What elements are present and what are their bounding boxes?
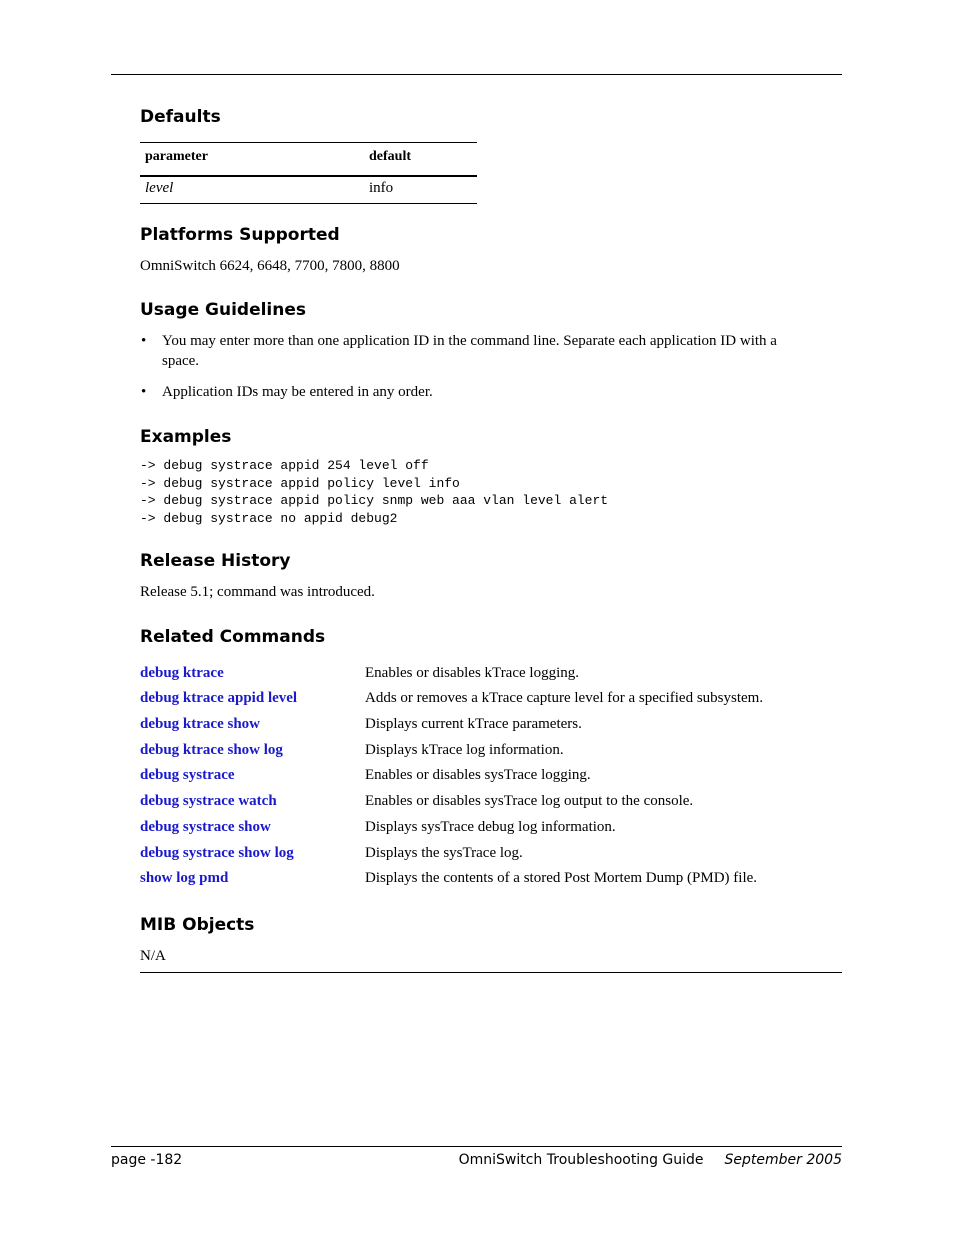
release-text: Release 5.1; command was introduced. — [140, 584, 375, 600]
related-command-desc: Enables or disables sysTrace logging. — [365, 767, 591, 783]
footer-page-number: page -182 — [111, 1152, 183, 1168]
related-command-link[interactable]: debug ktrace show log — [140, 742, 283, 758]
related-command-link[interactable]: debug systrace watch — [140, 793, 277, 809]
platforms-heading: Platforms Supported — [140, 225, 340, 245]
footer-date: September 2005 — [724, 1152, 842, 1168]
example-line: -> debug systrace no appid debug2 — [140, 510, 398, 526]
example-line: -> debug systrace appid 254 level off — [140, 458, 429, 473]
footer-rule — [111, 1146, 842, 1147]
related-command-link[interactable]: debug ktrace appid level — [140, 690, 298, 706]
mib-text: N/A — [140, 948, 166, 964]
bullet-icon: • — [141, 384, 147, 400]
top-rule — [111, 74, 842, 75]
related-command-link[interactable]: show log pmd — [140, 870, 229, 886]
usage-bullet-2-line1: Application IDs may be entered in any order. — [162, 384, 433, 400]
related-heading: Related Commands — [140, 627, 326, 647]
usage-heading: Usage Guidelines — [140, 300, 306, 320]
examples-heading: Examples — [140, 427, 232, 447]
defaults-table-header-rule — [140, 175, 477, 177]
usage-bullet-1-line2: space. — [162, 353, 200, 369]
footer-guide-title — [459, 1150, 842, 1170]
related-command-link[interactable]: debug systrace — [140, 767, 235, 783]
related-command-desc: Displays kTrace log information. — [365, 742, 564, 758]
related-command-desc: Enables or disables kTrace logging. — [365, 665, 579, 681]
related-command-desc: Displays sysTrace debug log information. — [365, 819, 616, 835]
related-command-link[interactable]: debug systrace show log — [140, 845, 294, 861]
defaults-table-bottom-rule — [140, 203, 477, 204]
defaults-table-header-parameter: parameter — [145, 149, 208, 164]
related-command-link[interactable]: debug systrace show — [140, 819, 271, 835]
defaults-table-cell-default: info — [369, 180, 394, 196]
related-command-desc: Adds or removes a kTrace capture level for a specified subsystem. — [365, 690, 764, 706]
related-command-desc: Displays the sysTrace log. — [365, 845, 523, 861]
mib-bottom-rule — [140, 972, 842, 973]
defaults-table-header-default: default — [369, 149, 411, 164]
release-heading: Release History — [140, 551, 291, 571]
related-command-desc: Enables or disables sysTrace log output to the console. — [365, 793, 694, 809]
defaults-table-top-rule — [140, 142, 477, 143]
platforms-text: OmniSwitch 6624, 6648, 7700, 7800, 8800 — [140, 258, 400, 274]
example-line: -> debug systrace appid policy level info — [140, 475, 460, 491]
bullet-icon: • — [141, 333, 147, 349]
defaults-heading: Defaults — [140, 107, 221, 127]
usage-bullet-1-line1: You may enter more than one application ID in the command line. Separate each application ID with a — [162, 333, 777, 349]
related-command-link[interactable]: debug ktrace — [140, 665, 224, 681]
footer-guide-name: OmniSwitch Troubleshooting Guide — [458, 1152, 704, 1168]
related-command-desc: Displays current kTrace parameters. — [365, 716, 582, 732]
example-line: -> debug systrace appid policy snmp web aaa vlan level alert — [140, 493, 609, 508]
defaults-table-cell-parameter: level — [145, 180, 174, 196]
related-command-desc: Displays the contents of a stored Post Mortem Dump (PMD) file. — [365, 870, 758, 886]
related-command-link[interactable]: debug ktrace show — [140, 716, 261, 732]
mib-heading: MIB Objects — [140, 915, 255, 935]
